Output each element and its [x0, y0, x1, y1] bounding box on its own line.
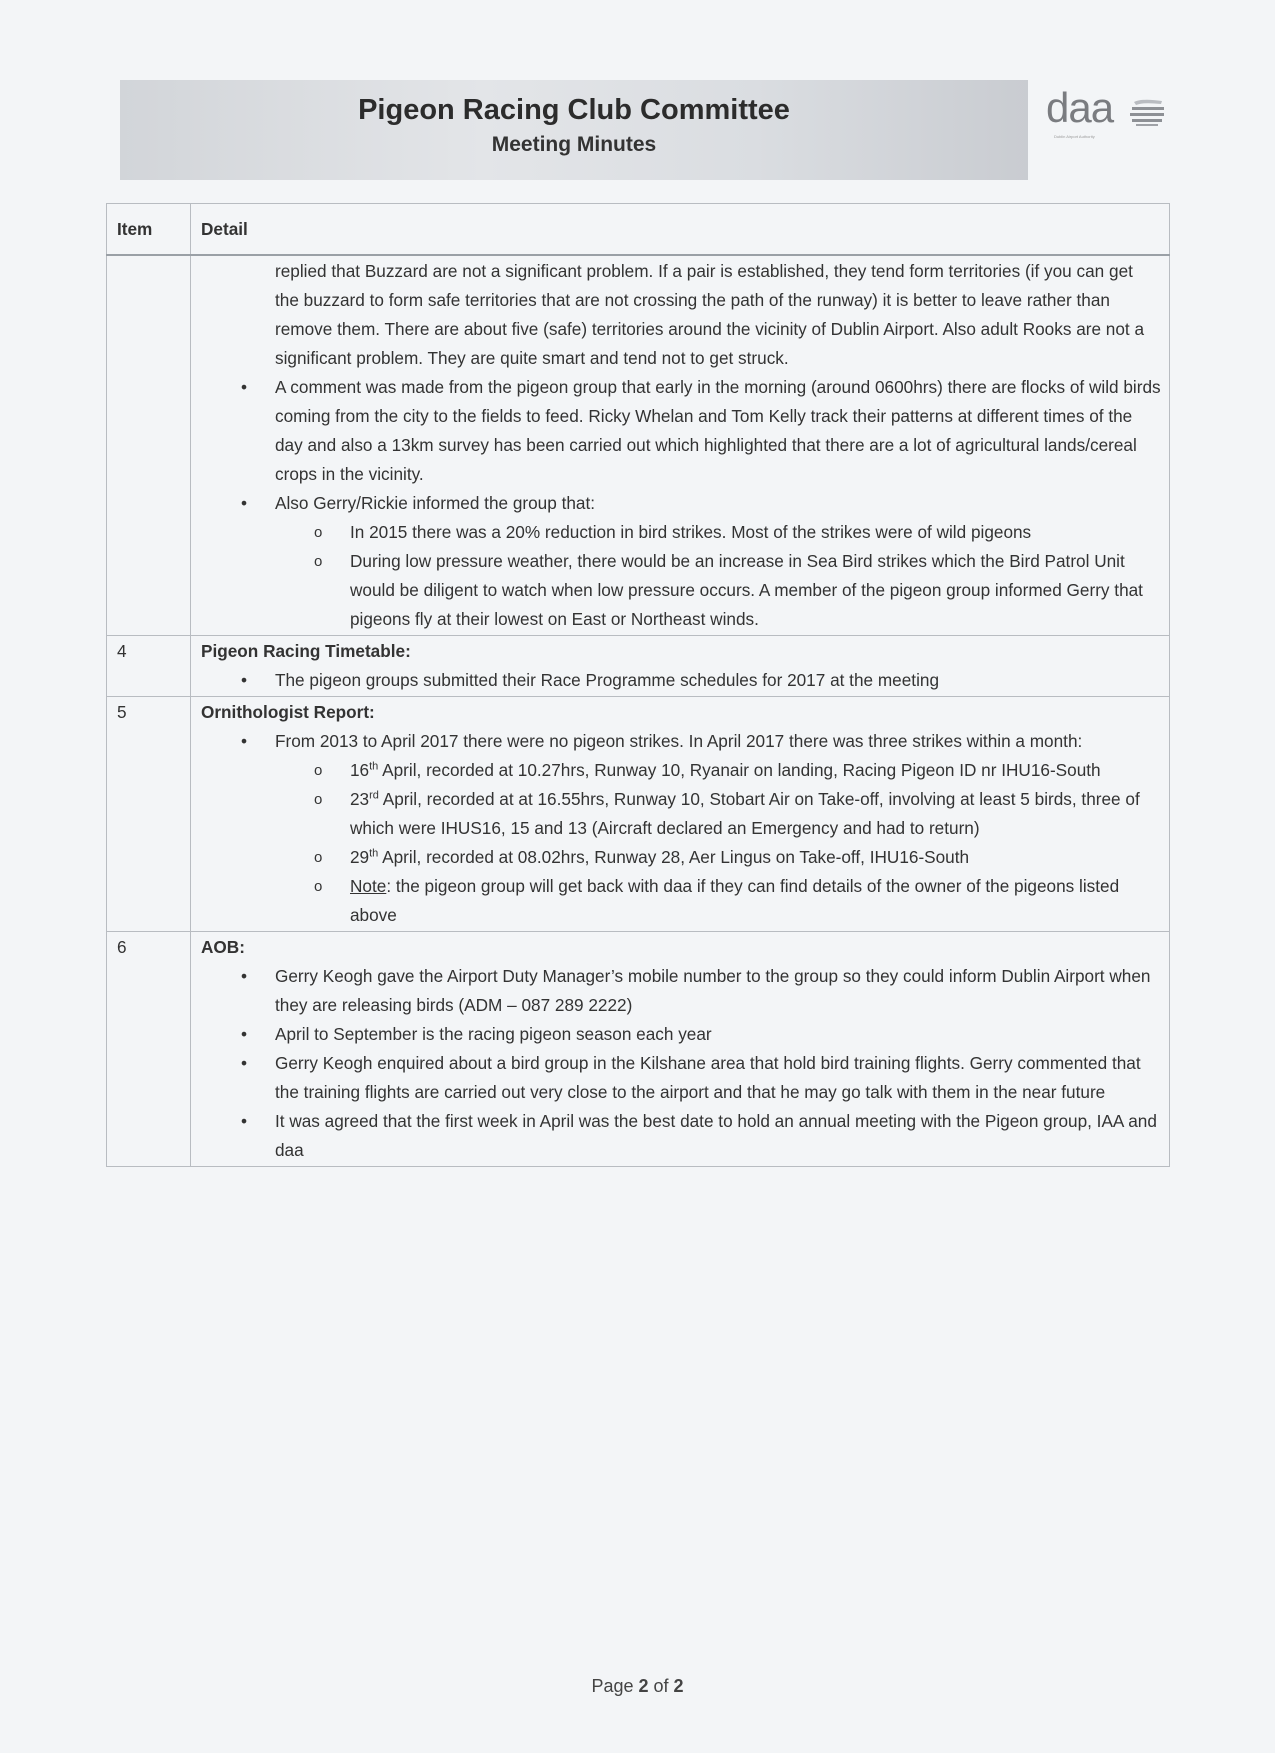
circle-bullet-icon: o: [314, 878, 323, 895]
bullet-icon: •: [241, 377, 248, 397]
circle-bullet-icon: o: [314, 762, 323, 779]
section-title: Pigeon Racing Timetable:: [201, 641, 411, 661]
bullet-icon: •: [241, 1053, 248, 1073]
item-number: 6: [107, 932, 191, 1167]
item-number: 4: [107, 636, 191, 697]
bullet-list: [201, 373, 1161, 634]
strike-day: 29: [350, 847, 370, 867]
table-row: [107, 636, 1170, 697]
sub-list-item: [275, 872, 1161, 930]
detail-cell: [191, 255, 1170, 636]
bullet-icon: •: [241, 1111, 248, 1131]
list-item-text: A comment was made from the pigeon group that early in the morning (around 0600hrs) there are flocks of wild birds coming from the city to the fields to feed. Ricky Whelan and Tom Kelly track their patterns at different times of the day and also a 13km survey has been carried out which highlighted that there are a lot of agricultural lands/cereal crops in the vicinity.: [275, 377, 1161, 484]
circle-bullet-icon: o: [314, 791, 323, 808]
bullet-icon: •: [241, 1024, 248, 1044]
sub-list-item-text: In 2015 there was a 20% reduction in bird strikes. Most of the strikes were of wild pigeons: [350, 522, 1032, 542]
list-item-text: Gerry Keogh gave the Airport Duty Manager’s mobile number to the group so they could inform Dublin Airport when they are releasing birds (ADM – 087 289 2222): [275, 966, 1151, 1015]
logo-wordmark: daa: [1046, 84, 1114, 131]
list-item-text: Gerry Keogh enquired about a bird group in the Kilshane area that hold bird training flights. Gerry commented that the training flights are carried out very close to the airport and that he may go talk with them in the near future: [275, 1053, 1141, 1102]
sub-list-item-text: April, recorded at 10.27hrs, Runway 10, Ryanair on landing, Racing Pigeon ID nr IHU16-South: [378, 760, 1101, 780]
table-row: [107, 697, 1170, 932]
sub-list-item-text: April, recorded at at 16.55hrs, Runway 10, Stobart Air on Take-off, involving at least 5 birds, three of which were IHUS16, 15 and 13 (Aircraft declared an Emergency and had to return): [350, 789, 1140, 838]
column-header-detail: Detail: [191, 204, 1170, 256]
page-footer: [0, 1676, 1275, 1697]
sub-list-item: [275, 547, 1161, 634]
bullet-icon: •: [241, 966, 248, 986]
sub-bullet-list: [275, 518, 1161, 634]
logo-tagline: Dublin Airport Authority: [1054, 134, 1095, 139]
continued-paragraph: replied that Buzzard are not a significant problem. If a pair is established, they tend form territories (if you can get the buzzard to form safe territories that are not crossing the path of the runway) it is better to leave rather than remove them. There are about five (safe) territories around the vicinity of Dublin Airport. Also adult Rooks are not a significant problem. They are quite smart and tend not to get struck.: [275, 261, 1145, 368]
table-row: [107, 932, 1170, 1167]
circle-bullet-icon: o: [314, 524, 323, 541]
document-subtitle: Meeting Minutes: [491, 133, 657, 156]
page-current: 2: [638, 1676, 649, 1696]
strike-day: 23: [350, 789, 370, 809]
note-label: Note: [350, 876, 387, 896]
list-item: [201, 1049, 1161, 1107]
ordinal-suffix: th: [369, 847, 379, 860]
sub-bullet-list: [275, 756, 1161, 930]
ordinal-suffix: rd: [369, 789, 379, 802]
list-item-text: From 2013 to April 2017 there were no pigeon strikes. In April 2017 there was three strikes within a month:: [275, 731, 1083, 751]
circle-bullet-icon: o: [314, 849, 323, 866]
list-item-text: It was agreed that the first week in April was the best date to hold an annual meeting with the Pigeon group, IAA and daa: [275, 1111, 1157, 1160]
bullet-icon: •: [241, 731, 248, 751]
item-number: 5: [107, 697, 191, 932]
logo-stripes-icon: [1128, 98, 1168, 128]
strike-day: 16: [350, 760, 370, 780]
list-item: [201, 962, 1161, 1020]
page-label: Page: [591, 1676, 639, 1696]
sub-list-item: [275, 843, 1161, 872]
sub-list-item-text: During low pressure weather, there would be an increase in Sea Bird strikes which the Bird Patrol Unit would be diligent to watch when low pressure occurs. A member of the pigeon group informed Gerry that pigeons fly at their lowest on East or Northeast winds.: [350, 551, 1143, 629]
sub-list-item: [275, 785, 1161, 843]
list-item: [201, 489, 1161, 634]
bullet-list: [201, 962, 1161, 1165]
table-header-row: [107, 204, 1170, 256]
sub-list-item-text: : the pigeon group will get back with daa if they can find details of the owner of the pigeons listed above: [350, 876, 1120, 925]
list-item: [201, 727, 1161, 930]
detail-cell: [191, 932, 1170, 1167]
list-item: [201, 666, 1161, 695]
list-item-text: Also Gerry/Rickie informed the group that:: [275, 493, 596, 513]
daa-logo: [1046, 84, 1186, 140]
bullet-list: [201, 727, 1161, 930]
list-item: [201, 1107, 1161, 1165]
ordinal-suffix: th: [369, 760, 379, 773]
list-item-text: The pigeon groups submitted their Race Programme schedules for 2017 at the meeting: [275, 670, 940, 690]
circle-bullet-icon: o: [314, 553, 323, 570]
document-title: Pigeon Racing Club Committee: [358, 94, 790, 126]
page-total: 2: [673, 1676, 684, 1696]
sub-list-item: [275, 518, 1161, 547]
section-title: Ornithologist Report:: [201, 702, 375, 722]
list-item: [201, 1020, 1161, 1049]
sub-list-item-text: April, recorded at 08.02hrs, Runway 28, Aer Lingus on Take-off, IHU16-South: [378, 847, 970, 867]
page-of-label: of: [648, 1676, 674, 1696]
sub-list-item: [275, 756, 1161, 785]
bullet-icon: •: [241, 670, 248, 690]
list-item-text: April to September is the racing pigeon season each year: [275, 1024, 712, 1044]
section-title: AOB:: [201, 937, 245, 957]
bullet-list: [201, 666, 1161, 695]
column-header-item: Item: [107, 204, 191, 256]
minutes-table: [106, 203, 1170, 1167]
item-cell: [107, 255, 191, 636]
detail-cell: [191, 697, 1170, 932]
table-row: [107, 255, 1170, 636]
detail-cell: [191, 636, 1170, 697]
list-item: [201, 373, 1161, 489]
bullet-icon: •: [241, 493, 248, 513]
header-banner: [120, 80, 1028, 180]
